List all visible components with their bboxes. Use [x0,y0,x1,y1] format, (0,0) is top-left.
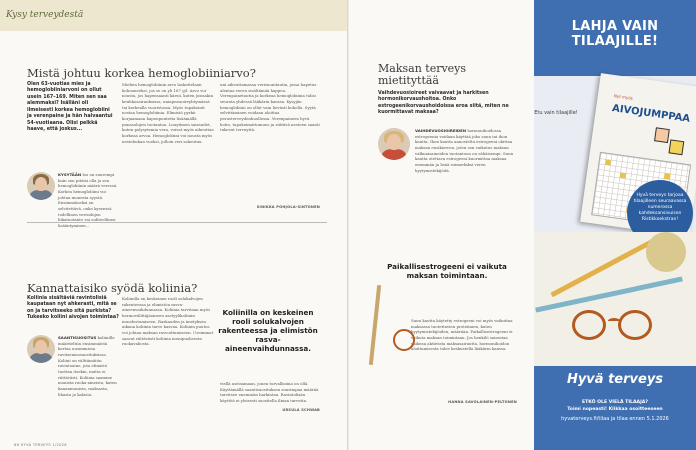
page-number: 66 [14,443,20,447]
article3-pull-quote: Paikallisestrogeeni ei vaikuta maksan toimintaan. [387,262,507,280]
ad-footer-line1: ETKÖ OLE VIELÄ TILAAJA? [582,400,648,405]
article2-author: URSULA SCHWAB [282,408,320,412]
article2-column3: viellä aseisamaan, jonen turvallisima on ollä. Käyttämällä saantisuosituksen suurimpaa määrää tarvitsee enemmän harkintaa. Ravintolisän käyttöä ei yleisesti suositella ilman tarvetta. [220,381,319,403]
magazine-name: HYVÄ TERVEYS 1/2026 [20,443,67,447]
article1-question: Olen 63-vuotias mies ja hemoglobiiniarvoni on ollut usein 167–169. Miten sen saa alemmaksi? Isälläni oli ilmeisesti korkea hemoglobiini ja verenpaine ja hän halvaantui 54-vuotiaana. Olisi pelkkä haave, että joskus... [27,82,113,133]
article3-bottom-column: Suun kautta käytetty estrogeeni voi myös vaikuttaa maksassa tuotettavien proteiinien, kuten hyytymistekijöiden, määrään. Paikallisestrogeeni ei vaikuta maksan toimintaan. Jos henkilö sairastaa vaikeaa aktiivista maksasairautta, hormonihoidon aloittamisesta tulee keskustella lääkärin kanssa. [411,318,513,352]
section-band [0,0,348,31]
ad-footer-link[interactable]: hyvaterveys.fi/tilaa ja tilaa ennen 5.1.2026 [561,416,669,422]
article3-question: Vaihdevuosioireet vaivaavat ja harkitsen hormonikorvaushoitoa. Onko estrogeenikorvaushoidoissa eroa siitä, miten ne kuormittavat maksaa? [378,91,509,116]
article-divider [27,222,327,223]
article1-answer [58,172,118,229]
article3-author-portrait [378,128,410,160]
article3-answer [415,128,515,173]
ad-footer-title: Hyvä terveys [566,372,664,387]
ad-headline: LAHJA VAIN TILAAJILLE! [571,19,659,49]
glasses-icon [572,302,672,342]
article3-answer-lead: VAIHDEVUOSIOIREIDEN [415,128,467,133]
article2-author-portrait [27,335,55,363]
article2-question: Koliinia sisältäviä ravintolisiä kaupataan nyt ahkerasti, mitä se on ja tarvitseeko sitä purkista? Tukeeko koliini aivojen toimintaa? [27,296,119,321]
page-footer [14,443,67,447]
article1-title: Mistä johtuu korkea hemoglobiiniarvo? [27,66,256,80]
article2-title: Kannattaisiko syödä koliinia? [27,281,198,295]
article1-answer-text: Iso on suurempi kuin sen pitäisi olla ja sen hemoglobiinin määrä veressä. Korkea hemoglobiini voi johtua monesta syystä. Ensimmäiseksi on selvitettävä, onko kyseessä todellinen verisolujen liikatuotanto vai suhteellinen lisääntyminen... [58,172,118,228]
ad-side-label: Etu vain tilaajille! [534,110,578,116]
article1-column3: uni aiheuttamassa verisuonitautia, jossa hapetus alentaa veren sisältämää happea. Verenpainetautia ja korkeaa hemoglobiinia tulisi seurata yhdessä lääkärin kanssa. Kysyjän hemoglobiini on ollut vain lievästi koholla. Syytä selvittäminen voidaan aloittaa perusterveydenhuollossa. Verenpaineen hyvä hoito, tupakoimattomuus ja riittävä nesteen saanti tukevat terveyttä. [220,82,320,133]
puzzle-cube-icon [654,127,670,143]
article1-column2: Miehen hemoglobiinin arvo laskettelaan kohonneeksi, jos se on yli 167 g/l. Arvo voi nousta, jos hapensaanti kärsii, kuten joissakin keuhkosairauksissa, uniapneaoireyhtymässä tai korkealla vuoristossa. Myös tupakointi nostaa hemoglobiinia. Elimistö pyrkii korjaamaan hapenpuutetta lisäämällä punasolujen tuotantoa. Luuytimen sairaudet, kuten polysytemia vera, voivat myös aiheuttaa korkeaa arvoa. Hemoglobiini voi nousta myös nestehukan vuoksi, jolloin veri sakeutuu. [122,82,214,144]
yarn-ball-icon [646,232,686,272]
article2-pull-quote: Koliinilla on keskeinen rooli solukalvojen rakenteessa ja elimistön rasvaaineenvaihdunnassa. [218,308,318,353]
article2-answer-lead: SAANTISUOSITUS [58,335,97,340]
article1-author-portrait [27,172,55,200]
article1-author: SINIKKA POHJOLA-SINTONEN [256,205,320,209]
article2-answer [58,335,118,397]
article2-column2: Koliinilla on keskeinen rooli solukalvojen rakenteessa ja elimistön rasva-aineenvaihdunnassa. Koliinia tarvitaan myös hermovälittäjäaineen asetyylikoliinin muodostumiseen. Raskauden ja imetyksen aikana koliinin tarve kasvaa. Koliinin puutos voi johtaa maksan rasvoittumiseen. Useimmat saavat riittävästi koliinia monipuolisesta ruokavaliosta. [122,296,214,347]
article1-answer-lead: KYSYTÄÄN [58,172,82,177]
ad-bubble: Hyvä terveys tarjoaa tilaajilleen seuraavassa numerossa kahdeksansivuisen Ristikkoekstran! [627,180,693,246]
article3-author: HANNA SAVOLAINEN-PELTONEN [448,400,517,404]
article2-answer-text: koliinille määriteltiin ensimmäistä kertaa uusimmissa ravitsemussuosituksissa. Koliini on välttämätön ravintoaine, jota elimistö tuottaa itsekin, mutta ei riittävästi. Koliinia saamme monista ruoka-aineista, kuten kananmunista, maksasta, lihasta ja kalasta. [58,335,117,397]
glasses-illustration [367,285,411,365]
book-kicker: Nyt myös [613,93,634,101]
article3-answer-text: hormonihoidossa estrogeenia voidaan käyttää joko suun tai ihon kautta. Ihon kautta annosteltu estrogeeni ohittaa maksan ensikierron, joten sen vaikutus maksan valkuaisaineiden tuotantoon on vähäisempi. Suun kautta otettava estrogeeni kuormittaa maksaa enemmän ja lisää esimerkiksi veren hyytymistekijöitä. [415,128,514,173]
puzzle-cube-icon [668,139,684,155]
subscriber-ad[interactable] [534,0,696,450]
article3-title: Maksan terveys mietityttää [378,62,467,88]
section-title: Kysy terveydestä [6,10,84,20]
ad-footer-line2: Toimi nopeasti! Klikkaa osoitteeseen [567,407,663,412]
book-title: AIVOJUMPPAA [611,103,691,125]
